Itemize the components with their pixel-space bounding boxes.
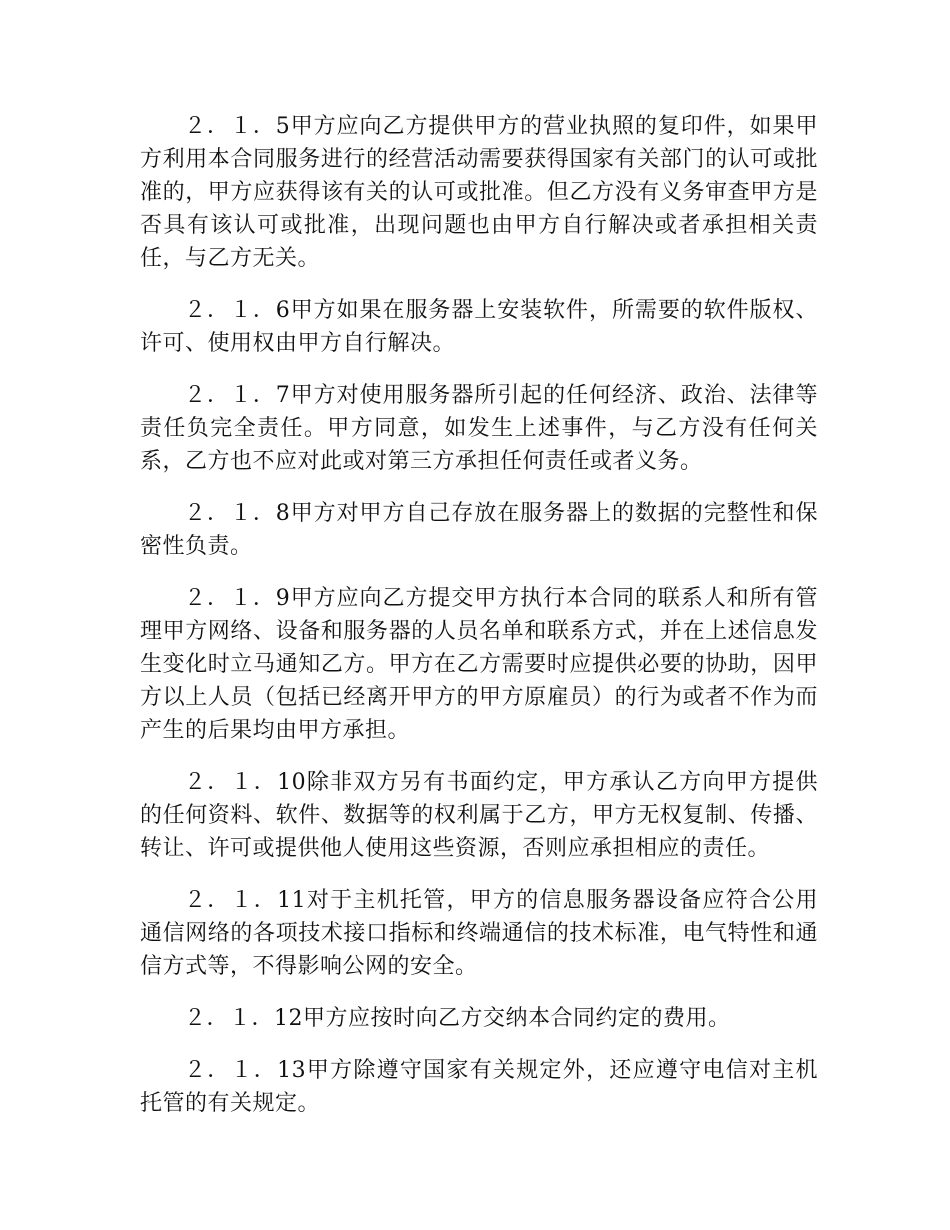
- clause-2-1-7: ２．１．7甲方对使用服务器所引起的任何经济、政治、法律等责任负完全责任。甲方同意，如发生上述事件，与乙方没有任何关系，乙方也不应对此或对第三方承担任何责任或者义务。: [140, 383, 818, 474]
- clause-2-1-10: ２．１．10除非双方另有书面约定，甲方承认乙方向甲方提供的任何资料、软件、数据等的权利属于乙方，甲方无权复制、传播、转让、许可或提供他人使用这些资源，否则应承担相应的责任。: [140, 770, 818, 861]
- clause-2-1-8: ２．１．8甲方对甲方自己存放在服务器上的数据的完整性和保密性负责。: [140, 501, 818, 559]
- clause-2-1-9: ２．１．9甲方应向乙方提交甲方执行本合同的联系人和所有管理甲方网络、设备和服务器的人员名单和联系方式，并在上述信息发生变化时立马通知乙方。甲方在乙方需要时应提供必要的协助，因甲方以上人员（包括已经离开甲方的甲方原雇员）的行为或者不作为而产生的后果均由甲方承担。: [140, 586, 818, 743]
- clause-2-1-11: ２．１．11对于主机托管，甲方的信息服务器设备应符合公用通信网络的各项技术接口指标和终端通信的技术标准，电气特性和通信方式等，不得影响公网的安全。: [140, 888, 818, 979]
- clause-2-1-6: ２．１．6甲方如果在服务器上安装软件，所需要的软件版权、许可、使用权由甲方自行解决。: [140, 298, 818, 356]
- clause-2-1-13: ２．１．13甲方除遵守国家有关规定外，还应遵守电信对主机托管的有关规定。: [140, 1058, 818, 1116]
- clause-2-1-12: ２．１．12甲方应按时向乙方交纳本合同约定的费用。: [184, 1006, 731, 1031]
- clause-2-1-5: ２．１．5甲方应向乙方提供甲方的营业执照的复印件，如果甲方利用本合同服务进行的经营活动需要获得国家有关部门的认可或批准的，甲方应获得该有关的认可或批准。但乙方没有义务审查甲方是否具有该认可或批准，出现问题也由甲方自行解决或者承担相关责任，与乙方无关。: [140, 114, 818, 271]
